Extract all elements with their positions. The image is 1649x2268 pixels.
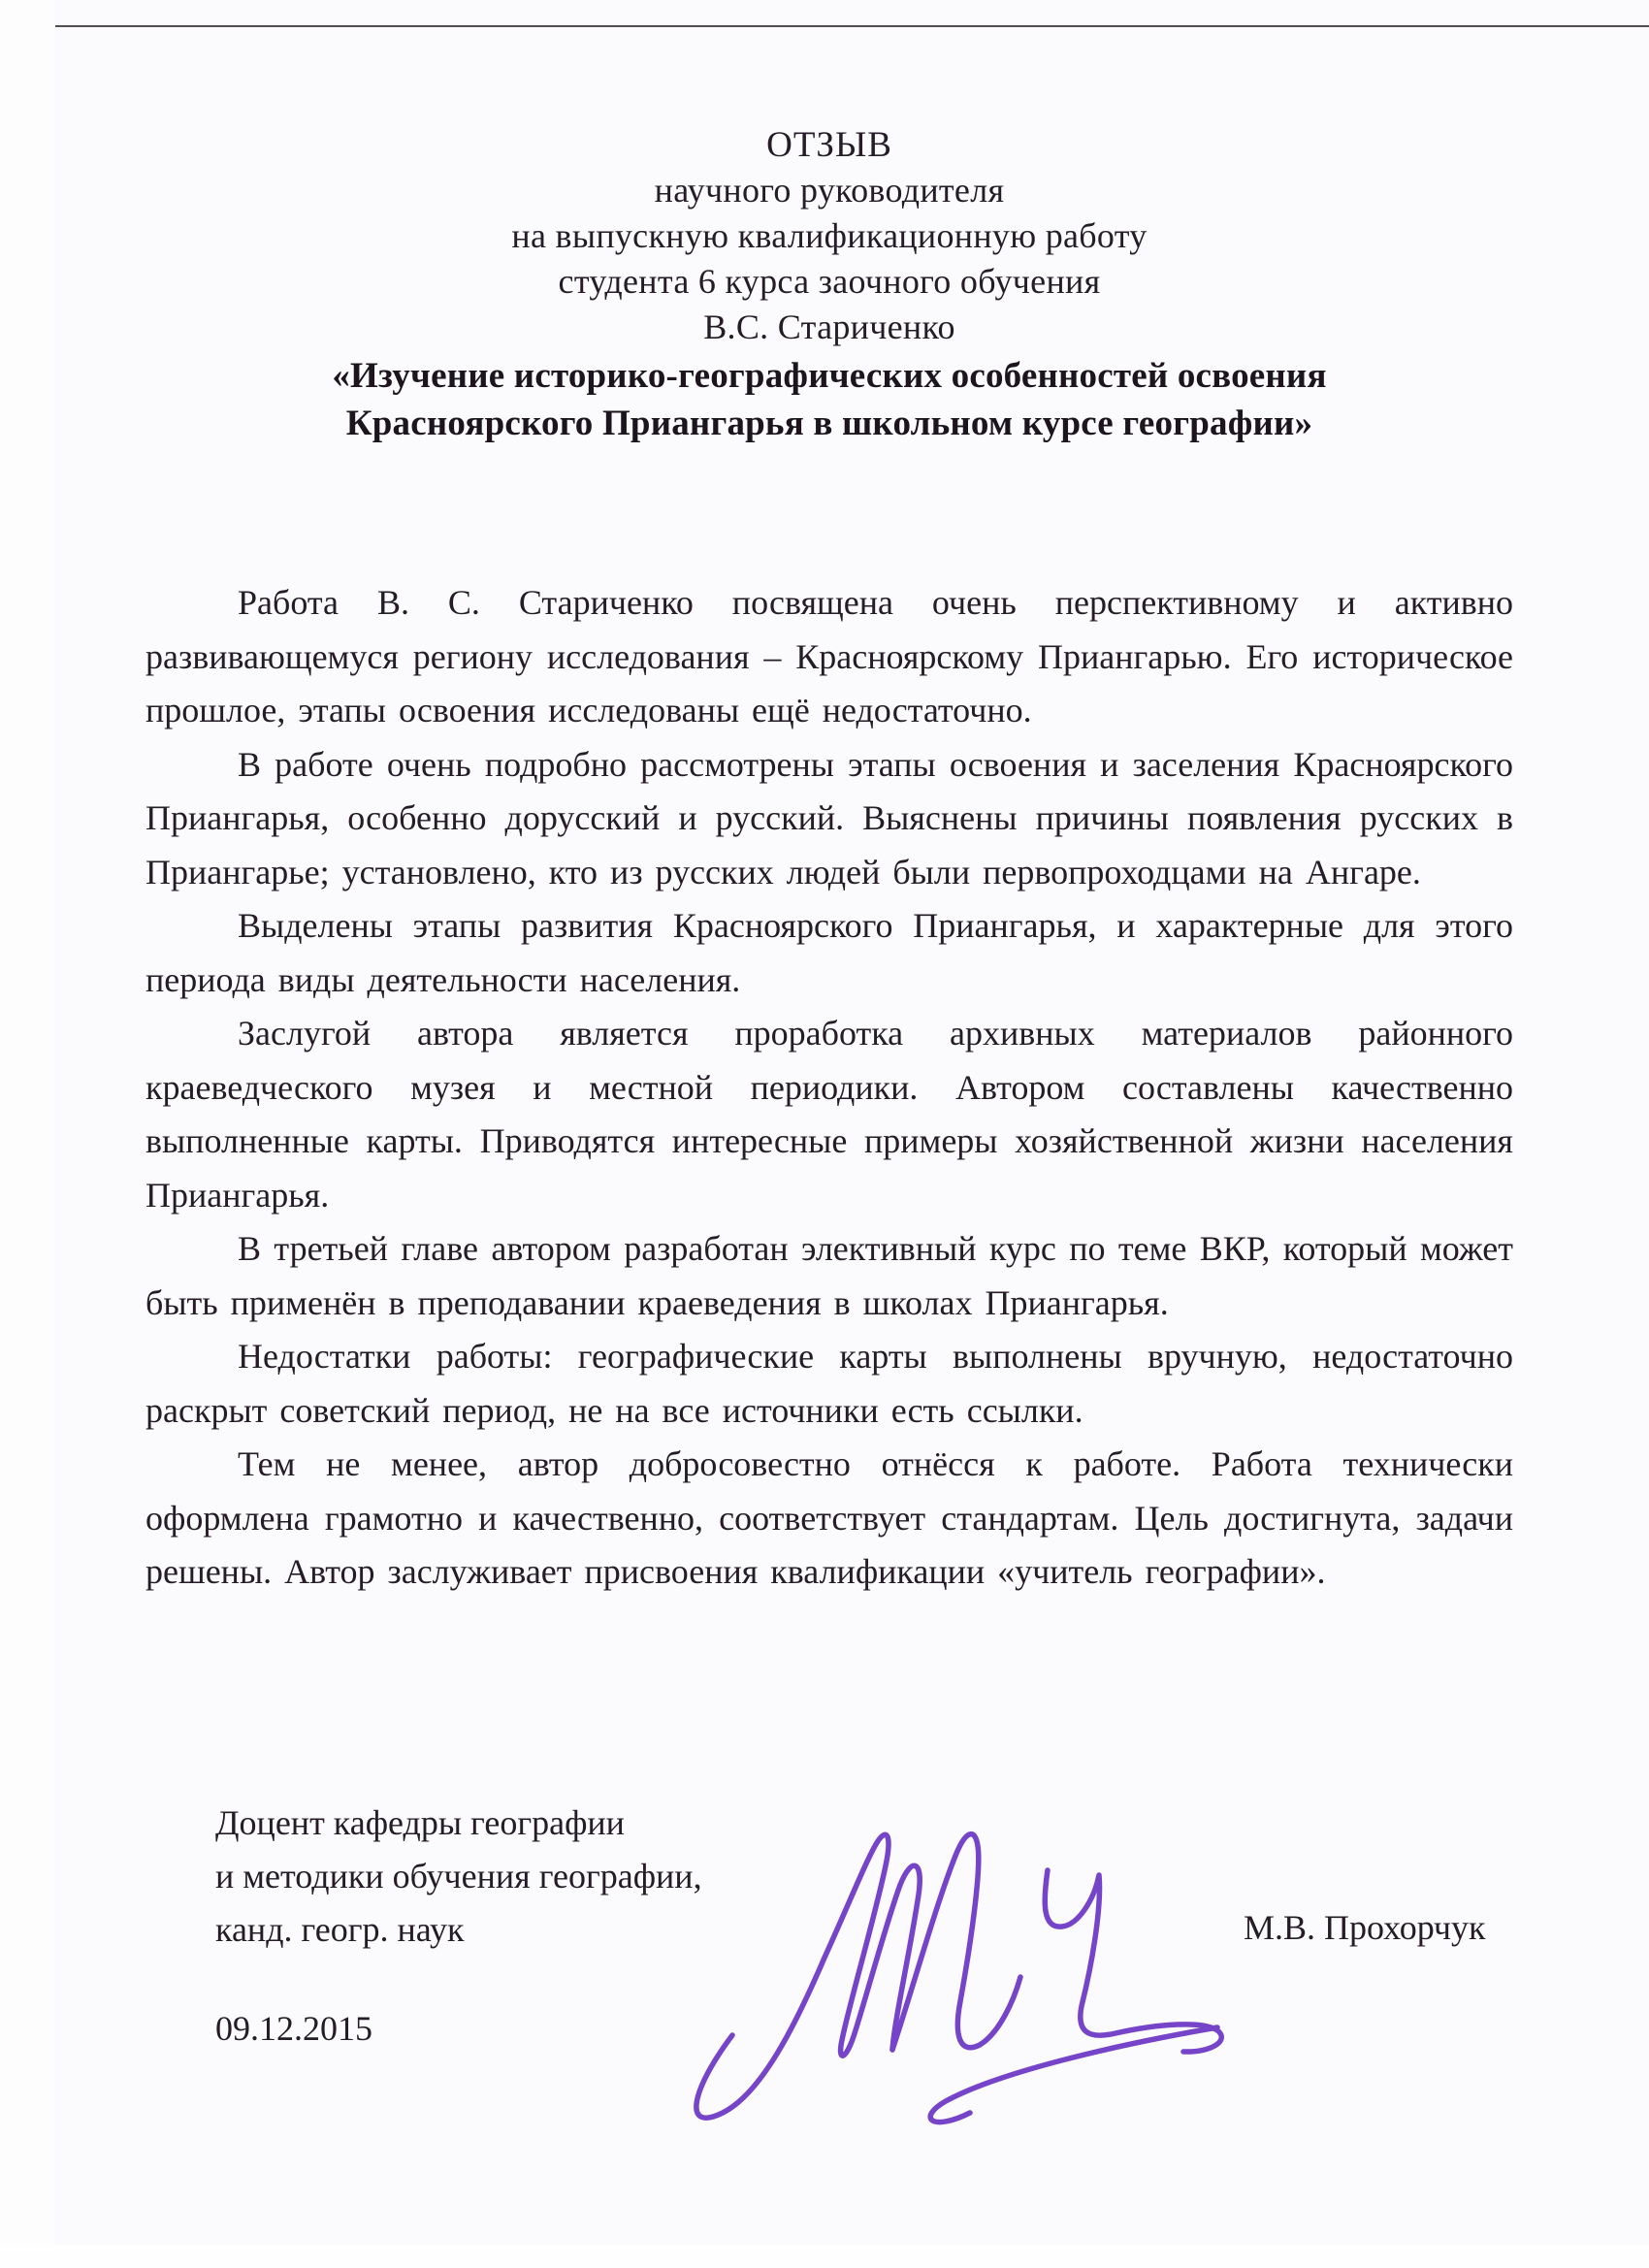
work-title-line-2: Красноярского Приангарья в школьном курсе географии» (345, 404, 1313, 443)
signer-position-line-1: Доцент кафедры географии (215, 1803, 625, 1842)
scan-left-margin (0, 0, 54, 2268)
paragraph: В третьей главе автором разработан элективный курс по теме ВКР, который может быть применён в преподавании краеведения в школах Приангарья. (146, 1229, 1513, 1322)
work-title (146, 352, 1513, 447)
document-title: ОТЗЫВ (766, 125, 892, 165)
handwritten-signature-icon (679, 1812, 1242, 2132)
paragraph: Работа В. С. Стариченко посвящена очень перспективному и активно развивающемуся региону исследования – Красноярскому Приангарью. Его историческое прошлое, этапы освоения исследованы ещё недостаточно. (146, 583, 1513, 729)
scan-top-edge-line (55, 25, 1649, 27)
header-subtitle-line-3: студента 6 курса заочного обучения (558, 262, 1101, 301)
review-body (146, 576, 1513, 1600)
signer-position-line-2: и методики обучения географии, (215, 1857, 702, 1895)
signer-position-block (215, 1797, 702, 1957)
paragraph: Тем не менее, автор добросовестно отнёсся к работе. Работа технически оформлена грамотно и качественно, соответствует стандартам. Цель достигнута, задачи решены. Автор заслуживает присвоения квалификации «учитель географии». (146, 1444, 1513, 1591)
student-name: В.С. Стариченко (703, 308, 955, 346)
header-subtitle-line-2: на выпускную квалификационную работу (511, 216, 1148, 255)
signature-date: 09.12.2015 (215, 2009, 372, 2048)
paragraph: В работе очень подробно рассмотрены этапы освоения и заселения Красноярского Приангарья, особенно дорусский и русский. Выяснены причины появления русских в Приангарье; установлено, кто из русских людей были первопроходцами на Ангаре. (146, 744, 1513, 891)
header-subtitle-line-1: научного руководителя (654, 171, 1005, 210)
paragraph: Заслугой автора является проработка архивных материалов районного краеведческого музея и местной периодики. Автором составлены качественно выполненные карты. Приводятся интересные примеры хозяйственной жизни населения Приангарья. (146, 1014, 1513, 1215)
scan-bottom-edge (0, 2245, 1649, 2268)
signer-position-line-3: канд. геогр. наук (215, 1910, 465, 1949)
paragraph: Недостатки работы: географические карты выполнены вручную, недостаточно раскрыт советский период, не на все источники есть ссылки. (146, 1337, 1513, 1430)
signer-name: М.В. Прохорчук (1244, 1908, 1486, 1947)
paragraph: Выделены этапы развития Красноярского Приангарья, и характерные для этого периода виды деятельности населения. (146, 906, 1513, 999)
document-header (146, 122, 1513, 447)
work-title-line-1: «Изучение историко-географических особенностей освоения (332, 356, 1327, 396)
